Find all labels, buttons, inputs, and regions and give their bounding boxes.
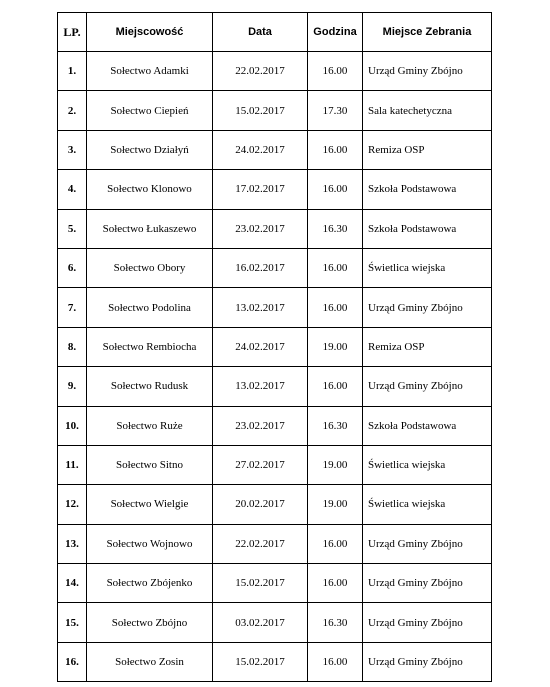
meetings-schedule-table — [57, 12, 492, 682]
header-time: Godzina — [308, 13, 363, 52]
cell-date: 24.02.2017 — [213, 327, 308, 366]
cell-venue: Świetlica wiejska — [363, 485, 492, 524]
cell-time: 19.00 — [308, 485, 363, 524]
cell-date: 23.02.2017 — [213, 209, 308, 248]
cell-place: Sołectwo Działyń — [87, 130, 213, 169]
table-row — [58, 209, 492, 248]
cell-date: 15.02.2017 — [213, 642, 308, 681]
cell-place: Sołectwo Łukaszewo — [87, 209, 213, 248]
header-row — [58, 13, 492, 52]
header-date: Data — [213, 13, 308, 52]
cell-time: 16.00 — [308, 130, 363, 169]
cell-place: Sołectwo Rudusk — [87, 367, 213, 406]
cell-time: 16.30 — [308, 406, 363, 445]
cell-place: Sołectwo Ruże — [87, 406, 213, 445]
table-row — [58, 130, 492, 169]
cell-time: 19.00 — [308, 445, 363, 484]
cell-date: 20.02.2017 — [213, 485, 308, 524]
cell-date: 23.02.2017 — [213, 406, 308, 445]
cell-lp: 14. — [58, 564, 87, 603]
cell-time: 16.00 — [308, 52, 363, 91]
cell-venue: Urząd Gminy Zbójno — [363, 603, 492, 642]
cell-lp: 10. — [58, 406, 87, 445]
cell-time: 16.00 — [308, 288, 363, 327]
cell-place: Sołectwo Wojnowo — [87, 524, 213, 563]
cell-lp: 2. — [58, 91, 87, 130]
cell-lp: 13. — [58, 524, 87, 563]
cell-venue: Szkoła Podstawowa — [363, 209, 492, 248]
table-row — [58, 52, 492, 91]
table-row — [58, 248, 492, 287]
cell-lp: 7. — [58, 288, 87, 327]
cell-place: Sołectwo Podolina — [87, 288, 213, 327]
cell-date: 27.02.2017 — [213, 445, 308, 484]
table-row — [58, 445, 492, 484]
table-row — [58, 603, 492, 642]
cell-date: 15.02.2017 — [213, 564, 308, 603]
cell-time: 16.30 — [308, 603, 363, 642]
table-row — [58, 485, 492, 524]
cell-date: 13.02.2017 — [213, 367, 308, 406]
cell-time: 16.00 — [308, 564, 363, 603]
cell-date: 17.02.2017 — [213, 170, 308, 209]
cell-place: Sołectwo Zbójno — [87, 603, 213, 642]
cell-venue: Świetlica wiejska — [363, 248, 492, 287]
cell-date: 22.02.2017 — [213, 524, 308, 563]
cell-venue: Urząd Gminy Zbójno — [363, 367, 492, 406]
cell-venue: Urząd Gminy Zbójno — [363, 288, 492, 327]
table-row — [58, 564, 492, 603]
cell-lp: 8. — [58, 327, 87, 366]
cell-place: Sołectwo Ciepień — [87, 91, 213, 130]
cell-place: Sołectwo Adamki — [87, 52, 213, 91]
cell-lp: 5. — [58, 209, 87, 248]
cell-lp: 6. — [58, 248, 87, 287]
cell-time: 16.00 — [308, 524, 363, 563]
cell-time: 16.00 — [308, 367, 363, 406]
table-row — [58, 327, 492, 366]
cell-time: 19.00 — [308, 327, 363, 366]
cell-time: 16.00 — [308, 170, 363, 209]
header-place: Miejscowość — [87, 13, 213, 52]
table-row — [58, 406, 492, 445]
cell-place: Sołectwo Rembiocha — [87, 327, 213, 366]
cell-place: Sołectwo Zosin — [87, 642, 213, 681]
cell-lp: 9. — [58, 367, 87, 406]
cell-place: Sołectwo Zbójenko — [87, 564, 213, 603]
cell-date: 13.02.2017 — [213, 288, 308, 327]
cell-venue: Urząd Gminy Zbójno — [363, 524, 492, 563]
cell-lp: 1. — [58, 52, 87, 91]
cell-time: 16.00 — [308, 642, 363, 681]
table-row — [58, 170, 492, 209]
table-body — [58, 52, 492, 682]
cell-lp: 16. — [58, 642, 87, 681]
cell-date: 16.02.2017 — [213, 248, 308, 287]
table-header — [58, 13, 492, 52]
header-lp: LP. — [58, 13, 87, 52]
cell-venue: Świetlica wiejska — [363, 445, 492, 484]
cell-date: 22.02.2017 — [213, 52, 308, 91]
cell-time: 16.00 — [308, 248, 363, 287]
cell-lp: 12. — [58, 485, 87, 524]
header-venue: Miejsce Zebrania — [363, 13, 492, 52]
cell-date: 03.02.2017 — [213, 603, 308, 642]
cell-time: 17.30 — [308, 91, 363, 130]
cell-venue: Urząd Gminy Zbójno — [363, 52, 492, 91]
cell-place: Sołectwo Sitno — [87, 445, 213, 484]
cell-date: 15.02.2017 — [213, 91, 308, 130]
table-row — [58, 288, 492, 327]
cell-venue: Urząd Gminy Zbójno — [363, 642, 492, 681]
table-row — [58, 367, 492, 406]
cell-venue: Szkoła Podstawowa — [363, 170, 492, 209]
table-row — [58, 642, 492, 681]
cell-lp: 15. — [58, 603, 87, 642]
cell-place: Sołectwo Klonowo — [87, 170, 213, 209]
cell-lp: 3. — [58, 130, 87, 169]
cell-time: 16.30 — [308, 209, 363, 248]
cell-venue: Szkoła Podstawowa — [363, 406, 492, 445]
cell-lp: 11. — [58, 445, 87, 484]
cell-place: Sołectwo Wielgie — [87, 485, 213, 524]
cell-venue: Urząd Gminy Zbójno — [363, 564, 492, 603]
table-row — [58, 91, 492, 130]
cell-lp: 4. — [58, 170, 87, 209]
table-row — [58, 524, 492, 563]
cell-date: 24.02.2017 — [213, 130, 308, 169]
cell-place: Sołectwo Obory — [87, 248, 213, 287]
cell-venue: Remiza OSP — [363, 327, 492, 366]
cell-venue: Sala katechetyczna — [363, 91, 492, 130]
cell-venue: Remiza OSP — [363, 130, 492, 169]
